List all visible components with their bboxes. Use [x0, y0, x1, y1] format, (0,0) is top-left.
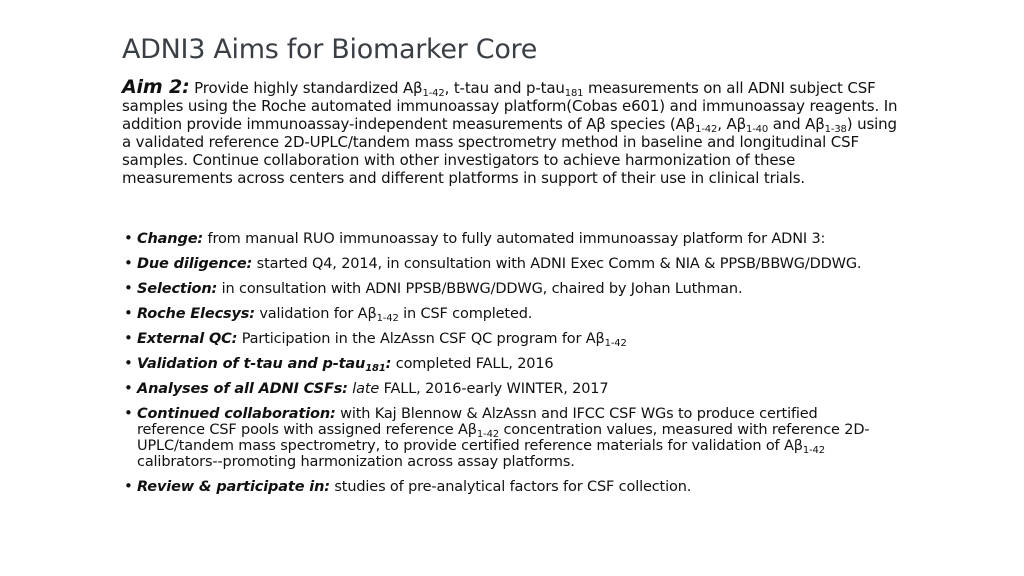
bullet-dot-icon: • [124, 404, 133, 422]
bullet-roche-elecsys [124, 306, 884, 322]
bullet-text: concentration values, measured with reference 2D-UPLC/tandem mass spectrometry, to provide certified reference materials for validation of Aβ [137, 422, 870, 454]
bullet-text: from manual RUO immunoassay to fully automated immunoassay platform for ADNI 3: [203, 231, 826, 247]
bullet-label: Roche Elecsys: [137, 306, 255, 322]
aim-text: , t-tau and p-tau [444, 79, 565, 97]
aim-text: measurements on all ADNI subject CSF samples using the Roche automated immunoassay platform(Cobas e601) and immunoassay reagents. In addition provide immunoassay-independent measurements of Aβ species (Aβ [122, 79, 898, 133]
bullet-text: studies of pre-analytical factors for CSF collection. [329, 479, 692, 495]
bullet-dot-icon: • [124, 229, 133, 247]
bullet-continued-collaboration [124, 406, 884, 470]
bullet-analyses [124, 381, 884, 397]
bullet-text: calibrators--promoting harmonization across assay platforms. [137, 454, 575, 470]
bullet-review [124, 479, 884, 495]
bullet-text: FALL, 2016-early WINTER, 2017 [379, 381, 609, 397]
bullet-validation [124, 356, 884, 372]
bullet-dot-icon: • [124, 477, 133, 495]
bullet-dot-icon: • [124, 254, 133, 272]
bullet-subscript: 1-42 [802, 445, 825, 456]
bullet-dot-icon: • [124, 304, 133, 322]
bullet-dot-icon: • [124, 379, 133, 397]
bullet-due-diligence [124, 256, 884, 272]
bullet-dot-icon: • [124, 279, 133, 297]
bullet-subscript: 1-42 [604, 338, 627, 349]
aim-2-paragraph [122, 78, 902, 187]
aim-subscript: 1-40 [746, 124, 769, 135]
bullet-external-qc [124, 331, 884, 347]
aim-subscript: 1-38 [824, 124, 847, 135]
aim-text: Provide highly standardized Aβ [189, 79, 423, 97]
bullet-text: started Q4, 2014, in consultation with ADNI Exec Comm & NIA & PPSB/BBWG/DDWG. [252, 256, 862, 272]
bullet-label: : [385, 356, 392, 372]
bullet-text: validation for Aβ [254, 306, 377, 322]
bullet-dot-icon: • [124, 329, 133, 347]
aim-label: Aim 2: [122, 76, 190, 98]
bullet-text: completed FALL, 2016 [391, 356, 554, 372]
bullet-subscript: 1-42 [376, 313, 399, 324]
bullet-dot-icon: • [124, 354, 133, 372]
bullet-text: in consultation with ADNI PPSB/BBWG/DDWG, chaired by Johan Luthman. [217, 281, 743, 297]
page-title: ADNI3 Aims for Biomarker Core [122, 34, 538, 65]
aim-subscript: 1-42 [422, 88, 445, 99]
bullet-text: Participation in the AlzAssn CSF QC program for Aβ [237, 331, 605, 347]
bullet-subscript: 1-42 [476, 429, 500, 440]
bullet-label: Analyses of all ADNI CSFs: [137, 381, 348, 397]
bullet-change [124, 231, 884, 247]
bullet-label: Continued collaboration: [137, 406, 336, 422]
bullet-subscript: 181 [365, 363, 386, 374]
bullet-label: Validation of t-tau and p-tau [137, 356, 366, 372]
aim-text: and Aβ [768, 115, 825, 133]
bullet-label: Change: [137, 231, 204, 247]
bullet-list [124, 231, 884, 504]
aim-subscript: 181 [564, 88, 584, 99]
bullet-label: Selection: [137, 281, 218, 297]
aim-text: ) using a validated reference 2D-UPLC/tandem mass spectrometry method in baseline and longitudinal CSF samples. Continue collaboration with other investigators to achieve harmonization of these measurements across centers and different platforms in support of their use in clinical trials. [122, 115, 897, 187]
bullet-text: with Kaj Blennow & AlzAssn and IFCC CSF WGs to produce certified reference CSF pools with assigned reference Aβ [137, 406, 818, 438]
bullet-label: External QC: [137, 331, 238, 347]
aim-subscript: 1-42 [695, 124, 718, 135]
bullet-label: Due diligence: [137, 256, 253, 272]
bullet-text: in CSF completed. [398, 306, 533, 322]
bullet-selection [124, 281, 884, 297]
bullet-italic-text: late [347, 381, 380, 397]
bullet-label: Review & participate in: [137, 479, 330, 495]
aim-text: , Aβ [717, 115, 746, 133]
